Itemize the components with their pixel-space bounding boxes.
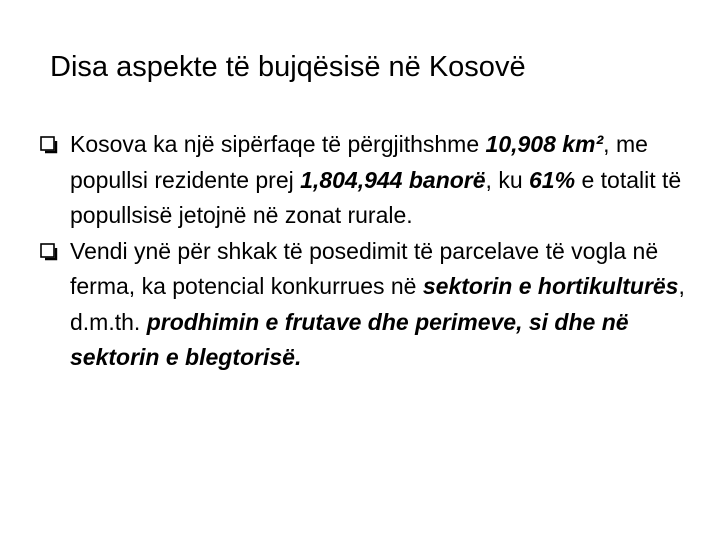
bullet-segment: Vendi ynë për shkak të posedimit të parcelave të vogla në ferma, ka potencial konkurrues në (70, 237, 659, 299)
bullet-segment: Kosova ka një sipërfaqe të përgjithshme (70, 131, 486, 157)
bullet-emphasis-segment: prodhimin e frutave dhe perimeve, si dhe në sektorin e blegtorisë. (70, 308, 629, 370)
hollow-square-bullet-icon (40, 136, 58, 154)
bullet-text (70, 238, 685, 371)
bullet-segment: , ku (485, 166, 530, 193)
bullet-segment: , me popullsi rezidente prej (70, 131, 648, 193)
bullet-text (70, 131, 681, 228)
bullet-list (40, 127, 700, 376)
bullet-item (40, 234, 700, 376)
bullet-emphasis-segment: 10,908 km² (485, 131, 604, 157)
hollow-square-bullet-icon (40, 243, 58, 261)
bullet-emphasis-segment: 61% (529, 166, 576, 193)
bullet-emphasis-segment: 1,804,944 banorë (300, 166, 486, 193)
slide-title: Disa aspekte të bujqësisë në Kosovë (50, 51, 526, 83)
bullet-segment: , d.m.th. (70, 273, 685, 335)
bullet-emphasis-segment: sektorin e hortikulturës (422, 273, 679, 299)
bullet-segment: e totalit të popullsisë jetojnë në zonat rurale. (70, 166, 682, 228)
bullet-item (40, 127, 700, 234)
